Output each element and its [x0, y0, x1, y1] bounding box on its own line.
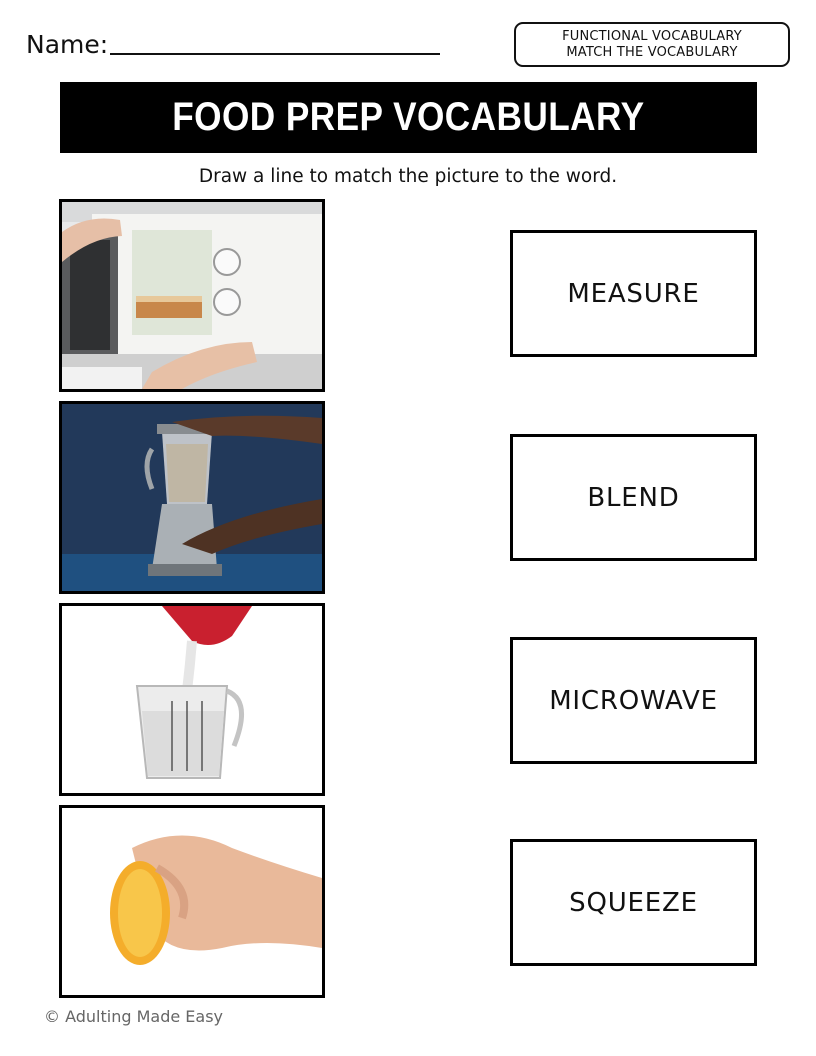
blender-photo[interactable] [59, 401, 325, 594]
title-banner [60, 82, 757, 153]
word-box-squeeze[interactable]: SQUEEZE [510, 839, 757, 966]
word-box-microwave[interactable]: MICROWAVE [510, 637, 757, 764]
word-box-blend[interactable]: BLEND [510, 434, 757, 561]
microwave-photo[interactable] [59, 199, 325, 392]
instructions: Draw a line to match the picture to the word. [198, 166, 618, 187]
name-label: Name: [26, 30, 109, 59]
category-tag-line1: FUNCTIONAL VOCABULARY [562, 28, 742, 44]
word-box-measure[interactable]: MEASURE [510, 230, 757, 357]
page-title: FOOD PREP VOCABULARY [172, 95, 645, 139]
name-write-line[interactable] [110, 53, 440, 55]
lemon-squeeze-photo[interactable] [59, 805, 325, 998]
category-tag-line2: MATCH THE VOCABULARY [566, 44, 738, 60]
copyright-footer: © Adulting Made Easy [44, 1007, 224, 1026]
category-tag [514, 22, 790, 67]
measuring-cup-photo[interactable] [59, 603, 325, 796]
